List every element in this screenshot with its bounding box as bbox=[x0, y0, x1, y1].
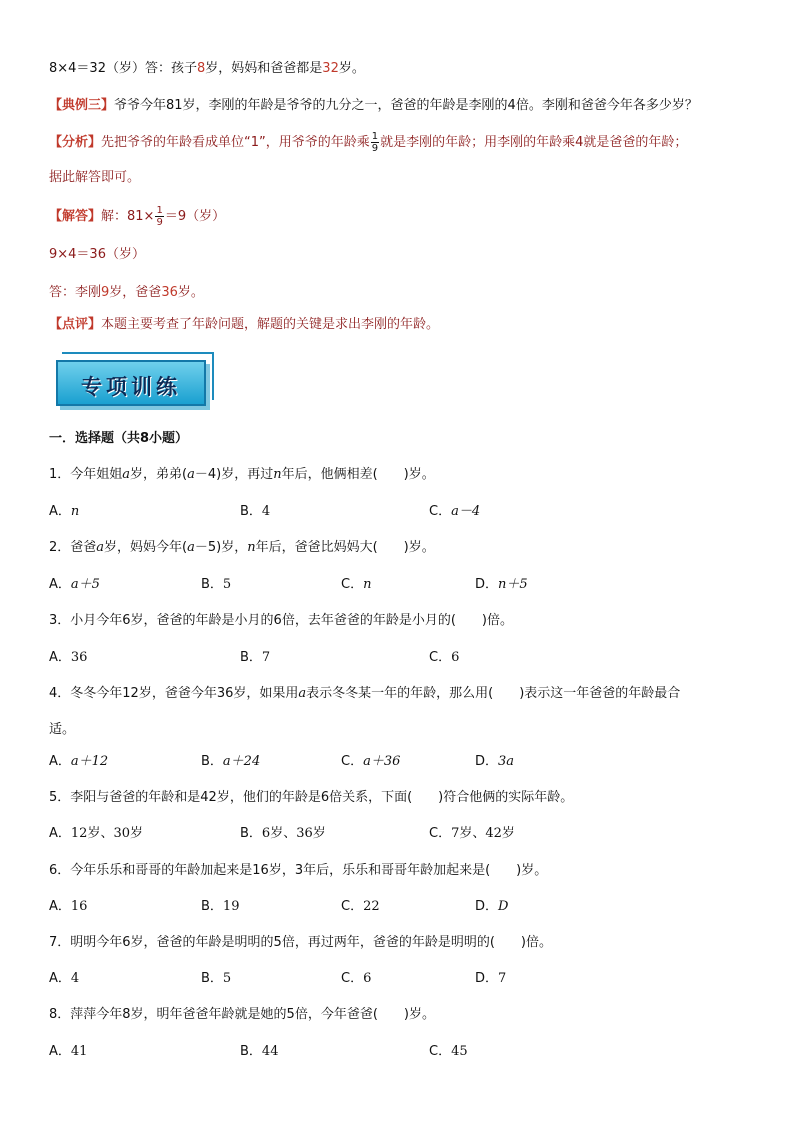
example3-line bbox=[49, 96, 764, 116]
analysis-tag: 【分析】 bbox=[49, 135, 102, 150]
option-value: 6岁、36岁 bbox=[261, 826, 326, 841]
question-text: 岁，弟弟( bbox=[130, 467, 188, 482]
option-label: B． bbox=[240, 1044, 262, 1059]
fraction-denominator: 9 bbox=[371, 143, 379, 154]
option-label: C． bbox=[429, 650, 452, 665]
q7-option-c[interactable] bbox=[341, 969, 371, 989]
q5-option-c[interactable] bbox=[429, 824, 515, 844]
q5-option-b[interactable] bbox=[240, 824, 326, 844]
fraction-numerator: 1 bbox=[371, 131, 379, 142]
option-label: B． bbox=[240, 650, 262, 665]
analysis-line-1 bbox=[49, 131, 764, 154]
option-label: D． bbox=[475, 971, 499, 986]
q4-option-b[interactable] bbox=[201, 752, 260, 772]
option-value: n＋5 bbox=[498, 577, 528, 592]
variable: a bbox=[122, 467, 131, 482]
option-label: B． bbox=[240, 504, 262, 519]
option-value: 3a bbox=[498, 754, 515, 769]
option-value: a＋36 bbox=[363, 754, 401, 769]
q2-option-c[interactable] bbox=[341, 575, 371, 595]
option-value: 6 bbox=[363, 971, 372, 986]
question-4-line-2: 适。 bbox=[49, 722, 76, 737]
q4-option-a[interactable] bbox=[49, 752, 108, 772]
option-value: a＋5 bbox=[70, 577, 100, 592]
solution-answer-suffix: 岁。 bbox=[177, 285, 204, 300]
solution-part2: ＝9（岁） bbox=[164, 209, 226, 224]
solution-line-1 bbox=[49, 205, 764, 228]
option-label: B． bbox=[201, 971, 223, 986]
option-label: C． bbox=[341, 899, 364, 914]
q8-option-c[interactable] bbox=[429, 1042, 468, 1062]
option-value: 7 bbox=[498, 971, 507, 986]
q7-option-d[interactable] bbox=[475, 969, 506, 989]
question-7: 7．明明今年6岁，爸爸的年龄是明明的5倍，再过两年，爸爸的年龄是明明的( )倍。 bbox=[49, 935, 552, 950]
option-value: 44 bbox=[261, 1044, 279, 1059]
q8-option-b[interactable] bbox=[240, 1042, 278, 1062]
variable: n bbox=[273, 467, 282, 482]
option-label: A． bbox=[49, 577, 71, 592]
comment-tag: 【点评】 bbox=[49, 317, 102, 332]
option-label: C． bbox=[429, 826, 452, 841]
question-4 bbox=[49, 684, 764, 704]
q4-option-d[interactable] bbox=[475, 752, 514, 772]
solution-line-2: 9×4＝36（岁） bbox=[49, 247, 145, 262]
variable: n bbox=[247, 540, 256, 555]
section-title: 一．选择题（共8小题） bbox=[49, 431, 189, 446]
option-label: A． bbox=[49, 971, 71, 986]
option-label: D． bbox=[475, 577, 499, 592]
analysis-part1: 先把爷爷的年龄看成单位“1”，用爷爷的年龄乘 bbox=[101, 135, 370, 150]
question-3: 3．小月今年6岁，爸爸的年龄是小月的6倍，去年爸爸的年龄是小月的( )倍。 bbox=[49, 613, 513, 628]
q5-option-a[interactable] bbox=[49, 824, 143, 844]
solution-tag: 【解答】 bbox=[49, 209, 102, 224]
option-value: a－4 bbox=[451, 504, 481, 519]
option-label: A． bbox=[49, 650, 71, 665]
top-answer-mid: 岁，妈妈和爸爸都是 bbox=[205, 61, 323, 76]
question-text: 表示冬冬某一年的年龄，那么用( )表示这一年爸爸的年龄最合 bbox=[306, 686, 681, 701]
question-text: 1．今年姐姐 bbox=[49, 467, 123, 482]
option-label: C． bbox=[341, 971, 364, 986]
option-label: C． bbox=[429, 504, 452, 519]
option-value: 19 bbox=[222, 899, 240, 914]
question-text: 2．爸爸 bbox=[49, 540, 97, 555]
solution-part1: 解：81× bbox=[101, 209, 155, 224]
option-value: 36 bbox=[70, 650, 88, 665]
option-value: 22 bbox=[363, 899, 380, 914]
q1-option-a[interactable] bbox=[49, 502, 79, 522]
option-label: C． bbox=[429, 1044, 452, 1059]
option-value: n bbox=[70, 504, 80, 519]
solution-answer-line bbox=[49, 283, 764, 303]
solution-answer-n2: 36 bbox=[161, 285, 178, 300]
option-label: A． bbox=[49, 1044, 71, 1059]
q1-option-c[interactable] bbox=[429, 502, 480, 522]
q7-option-a[interactable] bbox=[49, 969, 79, 989]
option-label: A． bbox=[49, 826, 71, 841]
q7-option-b[interactable] bbox=[201, 969, 231, 989]
option-label: D． bbox=[475, 754, 499, 769]
option-value: n bbox=[363, 577, 372, 592]
option-value: 5 bbox=[222, 577, 232, 592]
top-answer-parent-age: 32 bbox=[322, 61, 339, 76]
fraction-numerator: 1 bbox=[156, 205, 163, 216]
example3-tag: 【典例三】 bbox=[49, 98, 115, 113]
variable: a bbox=[298, 686, 307, 701]
question-5: 5．李阳与爸爸的年龄和是42岁，他们的年龄是6倍关系，下面( )符合他俩的实际年龄。 bbox=[49, 790, 574, 805]
q1-option-b[interactable] bbox=[240, 502, 270, 522]
option-value: 12岁、30岁 bbox=[70, 826, 143, 841]
q8-option-a[interactable] bbox=[49, 1042, 87, 1062]
q2-option-a[interactable] bbox=[49, 575, 100, 595]
q2-option-b[interactable] bbox=[201, 575, 231, 595]
solution-answer-mid: 岁，爸爸 bbox=[109, 285, 162, 300]
variable: a bbox=[187, 540, 195, 555]
question-text: 4．冬冬今年12岁，爸爸今年36岁，如果用 bbox=[49, 686, 299, 701]
banner-title: 专项训练 bbox=[81, 374, 181, 399]
option-value: 5 bbox=[222, 971, 232, 986]
option-value: 7岁、42岁 bbox=[451, 826, 515, 841]
question-text: 年后，他俩相差( )岁。 bbox=[281, 467, 435, 482]
option-label: A． bbox=[49, 899, 71, 914]
top-answer-suffix: 岁。 bbox=[338, 61, 365, 76]
variable: a bbox=[96, 540, 105, 555]
option-label: D． bbox=[475, 899, 499, 914]
analysis-fraction bbox=[371, 131, 379, 154]
option-label: B． bbox=[201, 754, 223, 769]
question-text: 年后，爸爸比妈妈大( )岁。 bbox=[255, 540, 435, 555]
q6-option-c[interactable] bbox=[341, 897, 380, 917]
q6-option-d[interactable] bbox=[475, 897, 508, 917]
option-value: 41 bbox=[70, 1044, 88, 1059]
q2-option-d[interactable] bbox=[475, 575, 528, 595]
q6-option-a[interactable] bbox=[49, 897, 87, 917]
analysis-line-2: 据此解答即可。 bbox=[49, 170, 141, 185]
option-label: A． bbox=[49, 754, 71, 769]
fraction-denominator: 9 bbox=[156, 217, 163, 228]
q4-option-c[interactable] bbox=[341, 752, 400, 772]
comment-text: 本题主要考查了年龄问题，解题的关键是求出李刚的年龄。 bbox=[101, 317, 440, 332]
option-value: 7 bbox=[261, 650, 271, 665]
option-value: 4 bbox=[70, 971, 80, 986]
option-value: a＋24 bbox=[222, 754, 261, 769]
q3-option-c[interactable] bbox=[429, 648, 459, 668]
question-8: 8．萍萍今年8岁，明年爸爸年龄就是她的5倍，今年爸爸( )岁。 bbox=[49, 1007, 435, 1022]
example3-question: 爷爷今年81岁，李刚的年龄是爷爷的九分之一，爸爸的年龄是李刚的4倍。李刚和爸爸今年各多少岁？ bbox=[114, 98, 698, 113]
option-label: A． bbox=[49, 504, 71, 519]
solution-answer-n1: 9 bbox=[101, 285, 110, 300]
question-2 bbox=[49, 538, 764, 558]
top-answer-child-age: 8 bbox=[197, 61, 206, 76]
option-value: 4 bbox=[261, 504, 271, 519]
q6-option-b[interactable] bbox=[201, 897, 239, 917]
option-label: C． bbox=[341, 754, 364, 769]
option-label: B． bbox=[201, 577, 223, 592]
question-1 bbox=[49, 465, 764, 485]
solution-answer-prefix: 答：李刚 bbox=[49, 285, 102, 300]
option-value: 16 bbox=[70, 899, 88, 914]
question-text: －5)岁， bbox=[194, 540, 248, 555]
question-text: 岁，妈妈今年( bbox=[104, 540, 188, 555]
comment-line bbox=[49, 315, 764, 335]
option-value: 45 bbox=[451, 1044, 468, 1059]
question-text: －4)岁，再过 bbox=[194, 467, 274, 482]
option-value: D bbox=[498, 899, 509, 914]
section-banner bbox=[56, 360, 206, 406]
option-label: C． bbox=[341, 577, 364, 592]
solution-fraction bbox=[155, 205, 163, 228]
option-label: B． bbox=[240, 826, 262, 841]
q3-option-a[interactable] bbox=[49, 648, 87, 668]
option-value: 6 bbox=[451, 650, 460, 665]
q3-option-b[interactable] bbox=[240, 648, 270, 668]
option-value: a＋12 bbox=[70, 754, 109, 769]
top-answer-prefix: 答：孩子 bbox=[144, 61, 197, 76]
top-answer-line bbox=[49, 59, 764, 79]
top-answer-equation: 8×4＝32（岁） bbox=[49, 61, 145, 76]
option-label: B． bbox=[201, 899, 223, 914]
analysis-part2: 就是李刚的年龄；用李刚的年龄乘4就是爸爸的年龄； bbox=[380, 135, 688, 150]
variable: a bbox=[187, 467, 195, 482]
question-6: 6．今年乐乐和哥哥的年龄加起来是16岁，3年后，乐乐和哥哥年龄加起来是( )岁。 bbox=[49, 863, 548, 878]
